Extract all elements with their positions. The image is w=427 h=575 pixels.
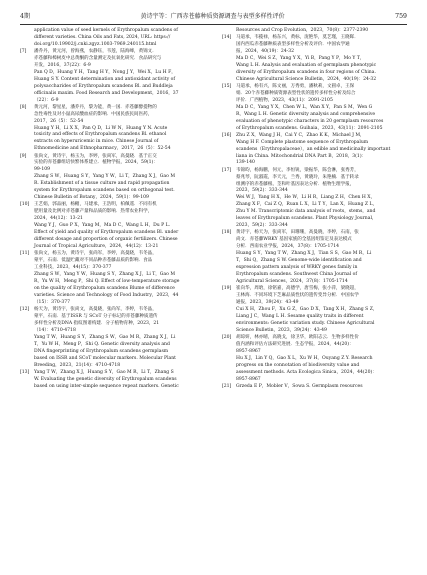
reference-line: 娟．20个赤苍藤种质资源表型性状的遗传多样性分析及综合: [236, 90, 356, 96]
reference-line: Agricultural Sciences，2024，37(8)：1705-1714: [236, 279, 348, 285]
reference-line: Wang Y J，Guo P X，Yang M，Ma D C，Wang L H，Du P L.: [34, 223, 171, 229]
reference-line: Effect of yield and quality of Erythropalum scandens Bl. under: [34, 230, 179, 236]
reference-number: [10]: [20, 202, 30, 208]
right-column: [222, 28, 408, 391]
reference-line: Ma D C，Wei S Z，Yang Y X，Yi B，Pang Y P，Mo Y T，: [236, 55, 365, 61]
reference-line: （14）：4710-4718: [34, 327, 76, 333]
reference-continuation: [20, 28, 206, 49]
reference-line: evaluation of phenotypic characters in 20 germplasm resources: [236, 118, 384, 124]
reference-line: 尚文．赤苍藤WRKY 基因家族的全基因组鉴定及表达模式: [236, 237, 352, 243]
reference-number: [19]: [222, 286, 232, 292]
reference-line: leaves of Erythropalum scandens. Plant Physiology Journal，: [236, 216, 377, 222]
reference-line: 报，2024，40(19)：24-32: [236, 48, 294, 54]
reference-line: 工业科技，2023，44(15)：370-377: [34, 265, 112, 271]
reference-line: based on using inter-simple sequence repeat markers. Genetic: [34, 383, 179, 389]
reference-line: 黄诗宇，杨天为，张尚军，田珊珊，高曼晓，李婷，石南，张: [236, 230, 359, 236]
running-header: [20, 10, 407, 25]
reference-number: [16]: [222, 132, 232, 138]
reference-number: [15]: [222, 83, 232, 89]
reference-line: based on ISSR and SCoT molecular markers. Molecular Plant: [34, 355, 177, 361]
reference-line: 8957-8967: [236, 348, 261, 354]
reference-line: 黄元河，黎星星，潘乔丹，黎为能，黄一国．赤苍藤醇提物的: [34, 104, 157, 110]
reference-line: 马道承，韦揽禄，杨东兴，黄标，庞艳华，莫艺瑾，王晓晖．: [236, 34, 359, 40]
reference-line: 国内西瓜赤苍藤种质表型多样性分析及评价．中国农学通: [236, 41, 350, 47]
reference-line: Huang S Y. Content determination and antioxidant activity of: [34, 76, 176, 82]
reference-line: Erythropalum scandens. Southwest China Journal of: [236, 272, 358, 278]
reference-line: scandens（Erythropalaceae），an edible and medicinally important: [236, 146, 391, 152]
reference-line: （22）：6-9: [34, 97, 59, 103]
reference-line: Huang S Y，Yang T W，Zhang X J，Tian S S，Gao M R，Li: [236, 251, 372, 257]
reference-entry: [222, 168, 408, 231]
reference-line: T，Shi Q，Zhang S W. Genome-wide identification and: [236, 258, 362, 264]
reference-line: R. Establishment of a tissue culture and rapid propagation: [34, 181, 170, 187]
reference-line: 多样性分析及DNA 指纹图谱构建．分子植物育种，2023，21: [34, 320, 160, 326]
reference-line: Liang J C，Wang L H. Sesame quality traits in different: [236, 314, 364, 320]
reference-entry: [20, 307, 206, 370]
page-number: 759: [395, 13, 407, 20]
reference-entry: [222, 133, 408, 168]
reference-entry: [20, 154, 206, 203]
reference-entry: [20, 251, 206, 307]
reference-number: [13]: [20, 369, 30, 375]
reference-entry: [20, 370, 206, 391]
reference-number: [12]: [20, 307, 30, 313]
reference-entry: [20, 202, 206, 251]
reference-line: 实验的赤苍藤组培快繁体系建立．植物学报，2024，59(1)：: [34, 160, 158, 166]
reference-line: system for Erythropalum scandens based on orthogonal test.: [34, 188, 175, 194]
reference-line: 王林海．不同环境下芝麻品质性状的遗传变异分析．中国农学: [236, 293, 359, 299]
reference-line: 开发，2016，37(22)：6-9: [34, 62, 91, 68]
reference-line: expression pattern analysis of WRKY genes family in: [236, 265, 358, 271]
reference-line: Chinese Bulletin of Botany，2024，59(1)：99-109: [34, 195, 149, 201]
reference-number: [21]: [222, 383, 232, 389]
reference-entry: [222, 286, 408, 335]
reference-line: officinalis maxim. Food Research and Development，2016，37: [34, 90, 179, 96]
reference-number: [9]: [20, 153, 27, 159]
reference-number: [7]: [20, 48, 27, 54]
reference-line: Zhu Y M. Transcriptomic data analysis of roots，stems，and: [236, 209, 376, 215]
reference-line: Zhang X F，Cai Z Q，Ruan L X，Li T Y，Lan X，Huang Z L，: [236, 202, 378, 208]
reference-line: T，Yu W H，Meng P，Shi Q. Genetic diversity analysis and: [34, 341, 170, 347]
reference-line: diversity of Erythropalum scandens in four regions of China.: [236, 69, 376, 75]
reference-line: Wei W J，Yang H X，He W，Li H R，Liang Z H，Chen H X，: [236, 195, 376, 201]
reference-line: liana in China. Mitochondrial DNA Part B，2018，3(1)：: [236, 153, 367, 159]
reference-line: 蒙平，石南．低温贮藏对不同品种赤苍藤品质的影响．食品: [34, 258, 153, 264]
reference-line: R，Yu W H，Meng P，Shi Q. Effect of low-temperature storage: [34, 279, 180, 285]
reference-line: 99-109: [34, 167, 51, 173]
reference-line: 肥用量及比例对赤苍藤产量和品质的影响．热带农业科学，: [34, 209, 153, 215]
reference-line: 杨天为，黄诗宇，张尚文，高曼晓，张尚军，李婷，韦冬晶，: [34, 307, 157, 313]
reference-line: extracts on hyperuricemic in mice. Chinese Journal of: [34, 139, 159, 145]
reference-line: 2023，59(2)：333-344: [236, 188, 288, 194]
reference-number: [17]: [222, 167, 232, 173]
reference-line: application value of seed kernels of Erythropalum scandens of: [34, 28, 178, 33]
reference-line: 潘乔丹，黄元河，曾海燕，农静钰，韦莲，陆海峰，黄锦文．: [34, 48, 157, 54]
reference-line: 张尚文，黄诗宇，杨玉为，李婷，张尚军，高曼晓．基于正交: [34, 153, 157, 159]
reference-line: Cui X H，Zhou F，Xu G Z，Gao D X，Tang X H，Zhang S Z，: [236, 307, 378, 313]
reference-line: Journal of Tropical Agriculture，2024，44(12)：13-21: [34, 244, 159, 250]
reference-line: environments: Genetic variation study. Chinese Agricultural: [236, 320, 375, 326]
reference-line: toxicity and effects of Erythropalum scandens Bl. ethanol: [34, 132, 167, 138]
reference-line: different dosage and proportion of organic fertilizers. Chinese: [34, 237, 178, 243]
reference-line: different varieties. China Oils and Fats, 2024, URL: https://: [34, 34, 171, 40]
reference-continuation: [222, 28, 408, 35]
reference-line: 崔向华，周晗，徐铭嘉，高德学，唐雪梅，张小萍，梁晓超，: [236, 286, 359, 292]
reference-number: [14]: [222, 34, 232, 40]
reference-number: [8]: [20, 104, 27, 110]
reference-line: 张尚文，杨玉为，黄诗宇，张尚军，李婷，高曼晓，韦冬晶，: [34, 251, 157, 257]
reference-line: Pan Q D，Huang Y H，Tang H Y，Nong J Y，Wei X，Lu H F，: [34, 69, 176, 75]
reference-line: Science Bulletin，2023，39(24)：43-49: [236, 327, 327, 333]
reference-line: 组测序的赤苍藤根、茎和叶基因表达分析．植物生理学报，: [236, 181, 355, 187]
reference-line: 2024，44(12)：13-21: [34, 216, 83, 222]
reference-entry: [222, 335, 408, 384]
running-title: 黄诗宇等：广西赤苍藤种质资源调查与表型多样性评价: [140, 13, 285, 20]
reference-line: 马道承，杨有兴，陈文丽，万秀勇，潘秋莉，文圆卓，王保: [236, 83, 355, 89]
reference-line: polysaccharides of Erythropalum scandens Bl. and Buddleja: [34, 83, 173, 89]
reference-entry: [222, 35, 408, 84]
reference-line: 8957-8967: [236, 376, 261, 382]
reference-entry: [20, 49, 206, 105]
reference-line: 2017，26（5）：52-54: [34, 118, 84, 124]
reference-line: Huang Y H，Li X X，Pan Q D，Li W N，Huang Y N. Acute: [34, 125, 168, 131]
reference-number: [18]: [222, 230, 232, 236]
reference-line: assessment methods. Acta Ecologica Sinica，2024，44(20)：: [236, 369, 377, 375]
reference-line: Grzeda E P，Mobler V，Sowa S. Germplasm resources: [236, 383, 363, 389]
reference-line: of Erythropalum scandens. Guihaia，2023，43(11)：2091-2105: [236, 125, 383, 131]
reference-line: Zhang S W，Yang Y W，Huang S Y，Zhang X J，Li T，Gao M: [34, 272, 175, 278]
reference-line: Yang T W，Zhang X J，Huang S Y，Gao M R，Li T，Zhang S: [34, 369, 174, 375]
reference-line: R，Wang L H. Genetic diversity analysis and comprehensive: [236, 111, 376, 117]
reference-line: Resources and Crop Evolution，2023，70(8)：2377-2390: [236, 28, 369, 33]
reference-line: 急性毒性及对小鼠高尿酸血症的影响．中国民族民间医药，: [34, 111, 153, 117]
reference-line: 分析．西南农业学报，2024，37(8)：1705-1714: [236, 244, 340, 250]
reference-line: varieties. Science and Technology of Food Industry，2023，44: [34, 292, 179, 298]
reference-line: on the quality of Erythropalum scandens Blume of difference: [34, 286, 175, 292]
left-column: [20, 28, 206, 391]
reference-entry: [222, 84, 408, 133]
reference-line: Ethnomedicine and Ethnopharmacy，2017，26（5）：52-54: [34, 146, 171, 152]
reference-line: Yang T W，Huang S Y，Zhang S W，Gao M R，Zhang X J，Li: [34, 334, 176, 340]
reference-line: W. Evaluating the genetic diversity of Erythropalum scandens: [34, 376, 177, 382]
reference-line: 139-140: [236, 160, 255, 166]
reference-entry: [20, 105, 206, 154]
reference-entry: [222, 384, 408, 391]
reference-line: 王艺娟，郭品丽，杨楣，马建承，王浩明，柏佩遥．不同有机: [34, 202, 157, 208]
reference-line: doi.org/10.19902/j.cnki.zgyz.1003-7969.240115.html: [34, 41, 157, 47]
reference-line: progress on the connotation of biodiversity value and: [236, 362, 360, 368]
reference-line: Zhang S W，Huang S Y，Yang Y W，Li T，Zhang X J，Gao M: [34, 174, 175, 180]
reference-number: [20]: [222, 335, 232, 341]
reference-line: Ma D C，Yang Y X，Chen W L，Wan X Y，Pan S M，Wen G: [236, 104, 373, 110]
reference-line: Breeding，2023，21(14)：4710-4718: [34, 362, 121, 368]
reference-line: Chinese Agricultural Science Bulletin，2024，40(19)：24-32: [236, 76, 377, 82]
reference-line: 韦锦昀，杨海鹏，何元，李恒锐，梁振华，陈会淋，张秀芳，: [236, 167, 359, 173]
reference-line: 通报，2023，39(24)：43-49: [236, 300, 299, 306]
issue-label: 4期: [20, 13, 31, 20]
reference-line: 2023，59(2)：333-344: [236, 223, 288, 229]
reference-line: 值内涵和评估方法研究进展．生态学报，2024，44(20)：: [236, 342, 354, 348]
reference-line: Hu X J，Lin Y Q，Gao X L，Xu W H，Ouyang Z Y. Research: [236, 355, 373, 361]
reference-line: 蔡兆琴，阮淑霞，李天元，兰秀，黄晓玲，朱艳楠．基于转录: [236, 174, 359, 180]
reference-line: 蒙平，石南．基于ISSR 与 SCoT 分子标记的赤苍藤种质遗传: [34, 314, 158, 320]
reference-line: 胡琼妍，林亦晴，高晓戈，徐卫华，欧阳志云．生物多样性价: [236, 335, 359, 341]
reference-entry: [222, 230, 408, 286]
reference-line: （15）：370-377: [34, 299, 71, 305]
reference-line: 评价．广西植物，2023，43(11)：2091-2105: [236, 97, 333, 103]
reference-line: 赤苍藤和樟树皮中总黄酮的含量测定及抗氧化研究．食品研究与: [34, 55, 162, 61]
reference-number: [11]: [20, 251, 30, 257]
reference-line: Wang L H. Analysis and evaluation of germplasm phenotypic: [236, 62, 377, 68]
reference-line: DNA fingerprinting of Erythropalum scandens germplasm: [34, 348, 169, 354]
reference-line: Zhu Z X，Wang J H，Cai Y C，Zhao K K，Michael J M，: [236, 132, 365, 138]
reference-line: Wang H F. Complete plastome sequence of Erythropalum: [236, 139, 369, 145]
